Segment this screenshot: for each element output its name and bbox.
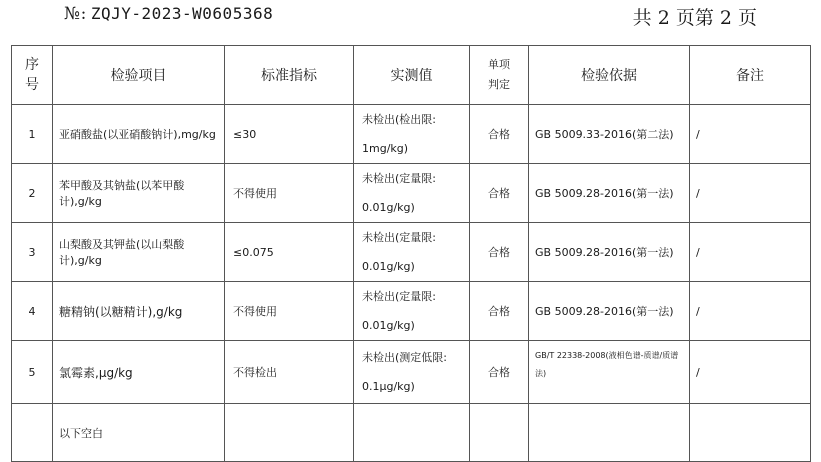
row-standard: 不得使用: [225, 164, 354, 223]
row-seq: 1: [12, 105, 53, 164]
row-seq: 5: [12, 341, 53, 404]
col-header-item: 检验项目: [53, 46, 225, 105]
row-verdict: 合格: [470, 341, 529, 404]
row-measured: 未检出(定量限: 0.01g/kg): [354, 164, 470, 223]
table-header-row: [12, 46, 811, 105]
row-verdict: 合格: [470, 223, 529, 282]
row-standard: ≤30: [225, 105, 354, 164]
row-item: 糖精钠(以糖精计),g/kg: [53, 282, 225, 341]
row-note: /: [690, 223, 811, 282]
empty-cell: [354, 404, 470, 462]
row-basis: GB 5009.28-2016(第一法): [529, 164, 690, 223]
row-standard: ≤0.075: [225, 223, 354, 282]
table-row: [12, 282, 811, 341]
report-number-value: ZQJY-2023-W0605368: [90, 4, 274, 23]
row-note: /: [690, 282, 811, 341]
row-measured: 未检出(检出限: 1mg/kg): [354, 105, 470, 164]
row-item: 氯霉素,μg/kg: [53, 341, 225, 404]
row-seq: 3: [12, 223, 53, 282]
row-note: /: [690, 105, 811, 164]
inspection-results-table: [11, 45, 811, 462]
col-header-basis: 检验依据: [529, 46, 690, 105]
row-item: 山梨酸及其钾盐(以山梨酸计),g/kg: [53, 223, 225, 282]
end-of-table-note: 以下空白: [53, 404, 225, 462]
row-measured: 未检出(测定低限: 0.1μg/kg): [354, 341, 470, 404]
table-row: [12, 341, 811, 404]
row-item: 亚硝酸盐(以亚硝酸钠计),mg/kg: [53, 105, 225, 164]
table-row: [12, 223, 811, 282]
row-seq: 2: [12, 164, 53, 223]
col-header-note: 备注: [690, 46, 811, 105]
page-info: 共 2 页第 2 页: [632, 7, 757, 29]
empty-cell: [690, 404, 811, 462]
row-verdict: 合格: [470, 282, 529, 341]
table-row-end: [12, 404, 811, 462]
col-header-measured: 实测值: [354, 46, 470, 105]
table-row: [12, 164, 811, 223]
col-header-verdict: 单项 判定: [470, 46, 529, 105]
row-measured: 未检出(定量限: 0.01g/kg): [354, 282, 470, 341]
empty-cell: [470, 404, 529, 462]
row-standard: 不得使用: [225, 282, 354, 341]
row-basis: GB 5009.33-2016(第二法): [529, 105, 690, 164]
empty-cell: [12, 404, 53, 462]
row-note: /: [690, 341, 811, 404]
report-number: [64, 4, 273, 24]
row-note: /: [690, 164, 811, 223]
col-header-standard: 标准指标: [225, 46, 354, 105]
row-item: 苯甲酸及其钠盐(以苯甲酸计),g/kg: [53, 164, 225, 223]
row-verdict: 合格: [470, 105, 529, 164]
row-basis: GB 5009.28-2016(第一法): [529, 282, 690, 341]
empty-cell: [529, 404, 690, 462]
row-seq: 4: [12, 282, 53, 341]
row-basis: GB/T 22338-2008(液相色谱-质谱/质谱 法): [529, 341, 690, 404]
table-row: [12, 105, 811, 164]
row-basis: GB 5009.28-2016(第一法): [529, 223, 690, 282]
col-header-seq: 序 号: [12, 46, 53, 105]
empty-cell: [225, 404, 354, 462]
row-verdict: 合格: [470, 164, 529, 223]
row-measured: 未检出(定量限: 0.01g/kg): [354, 223, 470, 282]
report-number-label: №:: [64, 4, 87, 24]
row-standard: 不得检出: [225, 341, 354, 404]
